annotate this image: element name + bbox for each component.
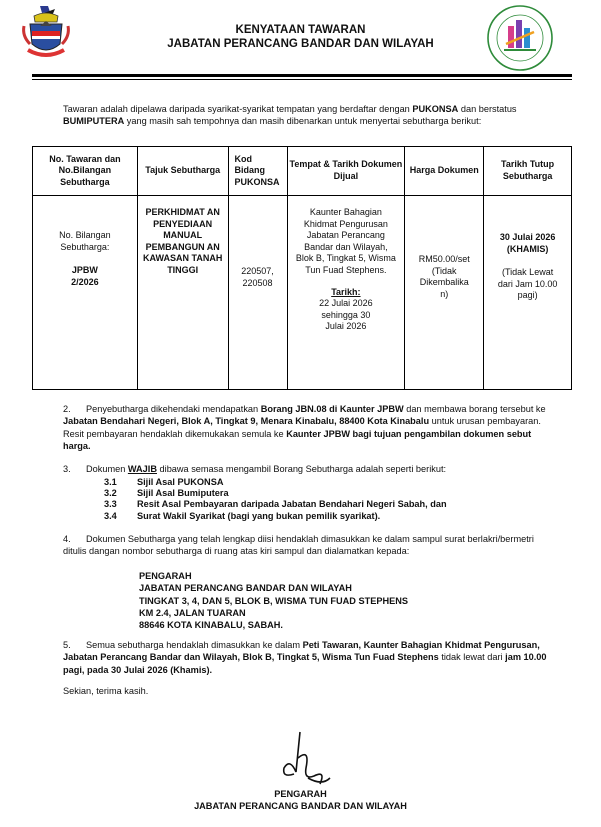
closing-date-cell xyxy=(484,196,572,390)
document-title: KENYATAAN TAWARAN xyxy=(235,24,366,36)
tender-number-label: No. Bilangan Sebutharga: xyxy=(59,230,111,252)
paragraph-bold: Kaunter JPBW bagi tujuan pengambilan dokumen sebut harga. xyxy=(63,428,532,452)
paragraph-2 xyxy=(63,403,550,453)
pukonsa-code-cell xyxy=(228,196,287,390)
table-header-cell: Harga Dokumen xyxy=(405,147,484,196)
sale-date-value: 22 Julai 2026 sehingga 30 Julai 2026 xyxy=(319,298,373,332)
tender-table xyxy=(32,146,572,390)
intro-text: Tawaran adalah dipelawa daripada syarikat-syarikat tempatan yang berdaftar dengan xyxy=(63,104,413,114)
signature-department: JABATAN PERANCANG BANDAR DAN WILAYAH xyxy=(194,801,407,811)
tender-title-cell xyxy=(137,196,228,390)
table-header-cell: Kod Bidang PUKONSA xyxy=(228,147,287,196)
paragraph-text: Semua sebutharga hendaklah dimasukkan ke dalam xyxy=(86,640,303,650)
intro-bumiputera: BUMIPUTERA xyxy=(63,116,125,127)
list-item-label: Sijil Asal Bumiputera xyxy=(137,488,229,498)
document-price: RM50.00/set (Tidak Dikembalika n) xyxy=(418,254,470,299)
sale-place-cell xyxy=(287,196,405,390)
pukonsa-code: 220507, 220508 xyxy=(241,266,274,288)
address-line: 88646 KOTA KINABALU, SABAH. xyxy=(139,620,283,631)
address-block xyxy=(139,570,408,631)
list-item-label: Surat Wakil Syarikat (bagi yang bukan pemilik syarikat). xyxy=(137,511,381,521)
table-row xyxy=(33,196,572,390)
department-logo xyxy=(486,4,554,72)
paragraph-text: untuk urusan pembayaran. Resit pembayaran hendaklah dikemukakan semula ke xyxy=(63,416,541,439)
tender-number-value: JPBW 2/2026 xyxy=(71,265,99,287)
paragraph-number: 2. xyxy=(63,404,71,414)
closing-date: 30 Julai 2026 (KHAMIS) xyxy=(499,232,556,254)
paragraph-5 xyxy=(63,639,550,676)
address-line: KM 2.4, JALAN TUARAN xyxy=(139,607,246,618)
table-header-cell: Tajuk Sebutharga xyxy=(137,147,228,196)
list-item-number: 3.2 xyxy=(104,488,117,498)
document-price-cell xyxy=(405,196,484,390)
intro-paragraph xyxy=(63,103,550,128)
paragraph-4 xyxy=(63,533,550,558)
paragraph-bold: Peti Tawaran, Kaunter Bahagian Khidmat Pengurusan, Jabatan Perancang Bandar dan Wilayah, Blok B, Tingkat 5, Wisma Tun Fuad Stephens xyxy=(63,640,540,663)
table-header-row xyxy=(33,147,572,196)
tender-number-cell xyxy=(33,196,138,390)
paragraph-text: Penyebutharga dikehendaki mendapatkan xyxy=(86,404,261,414)
paragraph-number: 4. xyxy=(63,534,71,544)
paragraph-number: 5. xyxy=(63,640,71,650)
address-line: TINGKAT 3, 4, DAN 5, BLOK B, WISMA TUN FUAD STEPHENS xyxy=(139,595,408,606)
paragraph-text: Dokumen xyxy=(86,464,128,474)
table-header-cell: Tarikh Tutup Sebutharga xyxy=(484,147,572,196)
closing-time-note: (Tidak Lewat dari Jam 10.00 pagi) xyxy=(497,267,558,301)
list-item-number: 3.3 xyxy=(104,499,117,509)
signature-title: PENGARAH xyxy=(274,789,327,799)
paragraph-text: tidak lewat dari xyxy=(438,652,506,663)
signature xyxy=(270,728,340,790)
sale-place: Kaunter Bahagian Khidmat Pengurusan Jabatan Perancang Bandar dan Wilayah, Blok B, Tingkat 5, Wisma Tun Fuad Stephens. xyxy=(295,207,396,275)
wajib-label: WAJIB xyxy=(127,464,157,474)
closing-text: Sekian, terima kasih. xyxy=(63,686,149,696)
header-rule-thin xyxy=(32,79,572,80)
header-rule xyxy=(32,74,572,77)
intro-text: dan berstatus xyxy=(458,104,517,114)
list-item-label: Sijil Asal PUKONSA xyxy=(137,477,224,487)
paragraph-bold: Borang JBN.08 di Kaunter JPBW xyxy=(260,404,404,414)
intro-pukonsa: PUKONSA xyxy=(412,104,459,114)
table-header-cell: Tempat & Tarikh Dokumen Dijual xyxy=(287,147,405,196)
paragraph-text: Dokumen Sebutharga yang telah lengkap diisi hendaklah dimasukkan ke dalam sampul surat berlakri/bermetri ditulis dangan nombor sebutharga di ruang atas kiri sampul dan dialamatkan kepada: xyxy=(63,534,534,557)
address-line: JABATAN PERANCANG BANDAR DAN WILAYAH xyxy=(139,583,352,594)
paragraph-3 xyxy=(63,463,550,475)
paragraph-bold: jam 10.00 pagi, pada 30 Julai 2026 (Khamis). xyxy=(63,652,547,675)
paragraph-bold: Jabatan Bendahari Negeri, Blok A, Tingkat 9, Menara Kinabalu, 88400 Kota Kinabalu xyxy=(63,416,430,427)
paragraph-text: dan membawa borang tersebut ke xyxy=(403,404,546,414)
address-line: PENGARAH xyxy=(139,571,192,581)
paragraph-text: dibawa semasa mengambil Borang Sebutharga adalah seperti berikut: xyxy=(156,464,447,474)
list-item-number: 3.1 xyxy=(104,477,117,487)
table-header-cell: No. Tawaran dan No.Bilangan Sebutharga xyxy=(33,147,138,196)
list-item-number: 3.4 xyxy=(104,511,117,521)
paragraph-number: 3. xyxy=(63,464,71,474)
sale-date-label: Tarikh: xyxy=(331,286,361,297)
list-item-label: Resit Asal Pembayaran daripada Jabatan Bendahari Negeri Sabah, dan xyxy=(137,499,447,509)
department-title: JABATAN PERANCANG BANDAR DAN WILAYAH xyxy=(167,38,434,50)
tender-title: PERKHIDMAT AN PENYEDIAAN MANUAL PEMBANGUN AN KAWASAN TANAH TINGGI xyxy=(143,207,223,275)
intro-text: yang masih sah tempohnya dan masih dibenarkan untuk menyertai sebutharga berikut: xyxy=(124,116,482,127)
